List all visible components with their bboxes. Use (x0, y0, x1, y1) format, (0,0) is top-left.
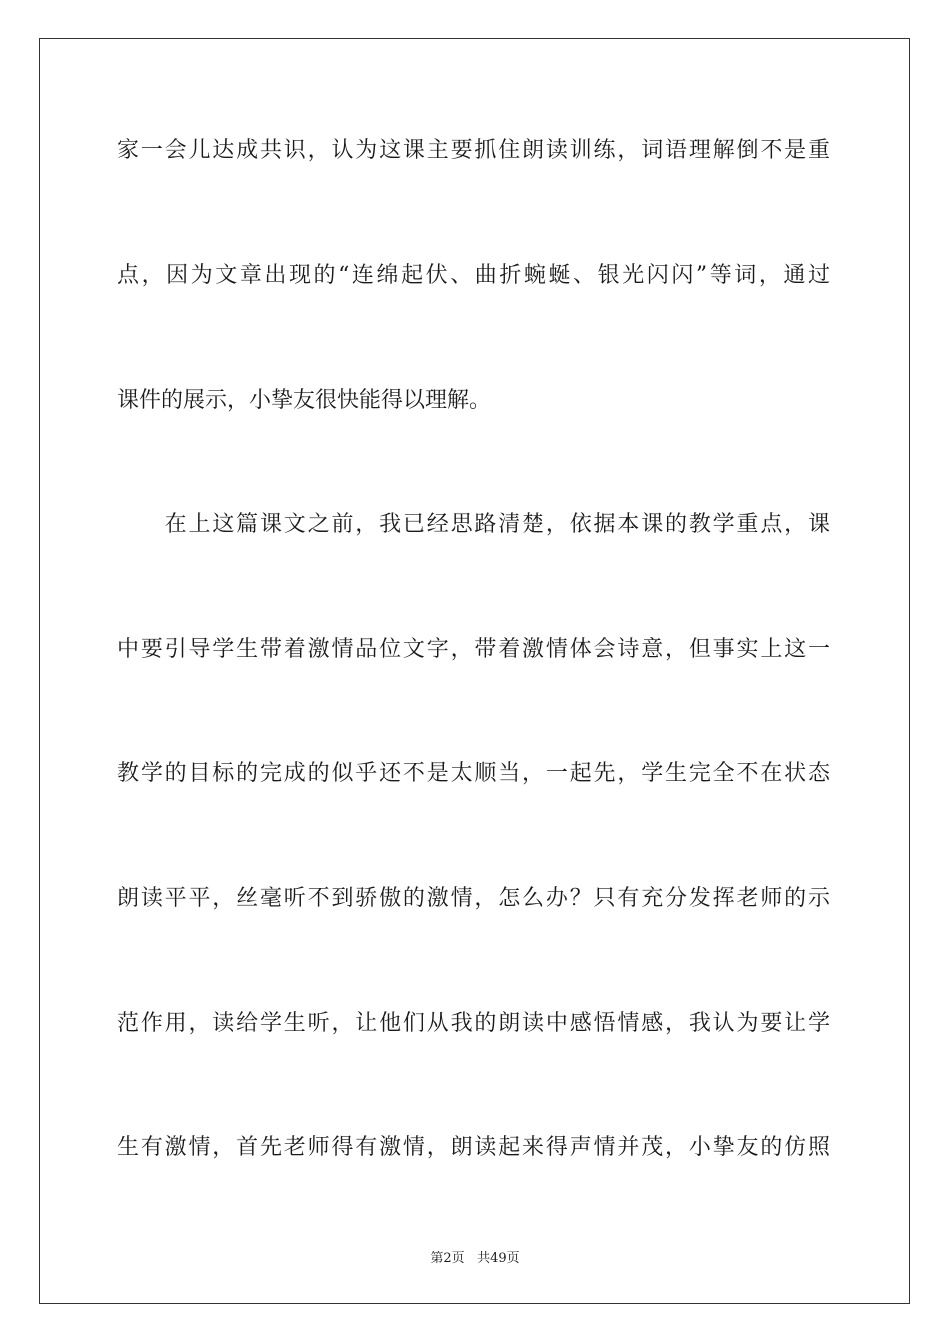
text-line: 教学的目标的完成的似乎还不是太顺当，一起先，学生完全不在状态 (117, 761, 830, 786)
page-number: 第2页 (430, 1251, 465, 1266)
page-total: 共49页 (477, 1251, 520, 1266)
text-line: 范作用，读给学生听，让他们从我的朗读中感悟情感，我认为要让学 (117, 1011, 830, 1036)
text-line: 在上这篇课文之前，我已经思路清楚，依据本课的教学重点，课 (117, 512, 830, 537)
text-line: 课件的展示，小挚友很快能得以理解。 (117, 388, 492, 413)
text-line: 家一会儿达成共识，认为这课主要抓住朗读训练，词语理解倒不是重 (117, 138, 830, 163)
page-footer (0, 1247, 950, 1266)
text-line: 中要引导学生带着激情品位文字，带着激情体会诗意，但事实上这一 (117, 637, 830, 662)
text-line: 生有激情，首先老师得有激情，朗读起来得声情并茂，小挚友的仿照 (117, 1135, 830, 1160)
page-border (39, 38, 910, 1304)
text-line: 点，因为文章出现的“连绵起伏、曲折蜿蜒、银光闪闪”等词，通过 (117, 263, 830, 288)
text-line: 朗读平平，丝毫听不到骄傲的激情，怎么办？只有充分发挥老师的示 (117, 886, 830, 911)
